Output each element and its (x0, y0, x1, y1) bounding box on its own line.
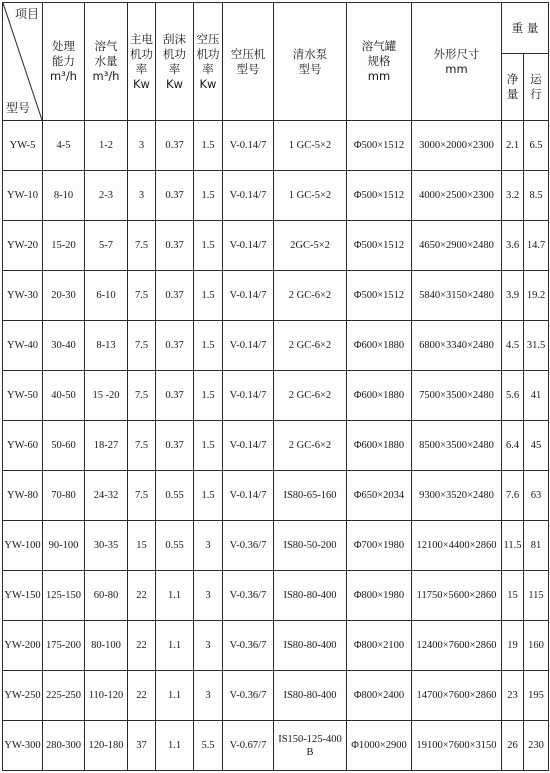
table-row (3, 621, 549, 671)
cell-operating-weight: 45 (524, 421, 549, 471)
cell-dimensions: 9300×3520×2480 (412, 471, 502, 521)
cell-air-water: 60-80 (85, 571, 128, 621)
cell-main-motor: 15 (128, 521, 156, 571)
cell-dimensions: 12400×7600×2860 (412, 621, 502, 671)
cell-capacity: 280-300 (43, 721, 85, 771)
cell-air-water: 110-120 (85, 671, 128, 721)
col-header-weight: 重 量 (502, 3, 549, 54)
table-row (3, 271, 549, 321)
cell-capacity: 50-60 (43, 421, 85, 471)
cell-operating-weight: 160 (524, 621, 549, 671)
cell-model: YW-300 (3, 721, 43, 771)
table-row (3, 221, 549, 271)
cell-air-water: 30-35 (85, 521, 128, 571)
cell-compressor-model: V-0.14/7 (223, 271, 274, 321)
cell-compressor-power: 1.5 (194, 121, 223, 171)
cell-compressor-model: V-0.14/7 (223, 471, 274, 521)
cell-compressor-power: 1.5 (194, 471, 223, 521)
cell-model: YW-30 (3, 271, 43, 321)
cell-scraper-power: 0.37 (156, 371, 194, 421)
col-header-tank-spec: 溶气罐 规格 mm (347, 3, 412, 121)
col-header-compressor-model: 空压机 型号 (223, 3, 274, 121)
col-header-dimensions: 外形尺寸 mm (412, 3, 502, 121)
cell-main-motor: 7.5 (128, 371, 156, 421)
cell-compressor-model: V-0.14/7 (223, 371, 274, 421)
cell-scraper-power: 0.37 (156, 171, 194, 221)
cell-compressor-model: V-0.36/7 (223, 621, 274, 671)
cell-main-motor: 3 (128, 171, 156, 221)
cell-tank-spec: Φ800×2400 (347, 671, 412, 721)
cell-net-weight: 4.5 (502, 321, 524, 371)
cell-compressor-power: 3 (194, 621, 223, 671)
cell-pump-model: IS150-125-400 B (274, 721, 347, 771)
cell-compressor-power: 3 (194, 571, 223, 621)
cell-compressor-power: 1.5 (194, 321, 223, 371)
cell-tank-spec: Φ700×1980 (347, 521, 412, 571)
cell-main-motor: 37 (128, 721, 156, 771)
cell-net-weight: 6.4 (502, 421, 524, 471)
cell-dimensions: 3000×2000×2300 (412, 121, 502, 171)
cell-air-water: 120-180 (85, 721, 128, 771)
cell-scraper-power: 1.1 (156, 671, 194, 721)
cell-tank-spec: Φ500×1512 (347, 171, 412, 221)
cell-pump-model: IS80-80-400 (274, 571, 347, 621)
cell-capacity: 70-80 (43, 471, 85, 521)
cell-net-weight: 2.1 (502, 121, 524, 171)
cell-compressor-power: 1.5 (194, 171, 223, 221)
table-row (3, 721, 549, 771)
cell-compressor-model: V-0.36/7 (223, 671, 274, 721)
cell-dimensions: 5840×3150×2480 (412, 271, 502, 321)
col-header-net-weight: 净 量 (502, 54, 524, 121)
cell-main-motor: 7.5 (128, 471, 156, 521)
cell-operating-weight: 6.5 (524, 121, 549, 171)
cell-compressor-model: V-0.14/7 (223, 321, 274, 371)
cell-main-motor: 22 (128, 671, 156, 721)
cell-net-weight: 3.2 (502, 171, 524, 221)
cell-main-motor: 7.5 (128, 421, 156, 471)
cell-capacity: 225-250 (43, 671, 85, 721)
cell-dimensions: 19100×7600×3150 (412, 721, 502, 771)
cell-scraper-power: 0.55 (156, 521, 194, 571)
cell-tank-spec: Φ650×2034 (347, 471, 412, 521)
cell-compressor-power: 1.5 (194, 271, 223, 321)
cell-model: YW-60 (3, 421, 43, 471)
cell-model: YW-100 (3, 521, 43, 571)
cell-net-weight: 5.6 (502, 371, 524, 421)
cell-air-water: 5-7 (85, 221, 128, 271)
table-row (3, 121, 549, 171)
cell-tank-spec: Φ600×1880 (347, 421, 412, 471)
cell-operating-weight: 41 (524, 371, 549, 421)
table-row (3, 171, 549, 221)
cell-capacity: 175-200 (43, 621, 85, 671)
cell-air-water: 18-27 (85, 421, 128, 471)
table-header (3, 3, 549, 121)
cell-main-motor: 3 (128, 121, 156, 171)
cell-scraper-power: 0.37 (156, 221, 194, 271)
cell-operating-weight: 230 (524, 721, 549, 771)
cell-capacity: 90-100 (43, 521, 85, 571)
cell-pump-model: 2 GC-6×2 (274, 421, 347, 471)
cell-capacity: 4-5 (43, 121, 85, 171)
cell-pump-model: 2 GC-6×2 (274, 371, 347, 421)
cell-operating-weight: 8.5 (524, 171, 549, 221)
cell-capacity: 20-30 (43, 271, 85, 321)
cell-compressor-power: 1.5 (194, 221, 223, 271)
cell-net-weight: 11.5 (502, 521, 524, 571)
cell-operating-weight: 19.2 (524, 271, 549, 321)
cell-scraper-power: 1.1 (156, 571, 194, 621)
cell-compressor-model: V-0.14/7 (223, 171, 274, 221)
cell-model: YW-80 (3, 471, 43, 521)
cell-main-motor: 7.5 (128, 221, 156, 271)
cell-pump-model: 1 GC-5×2 (274, 121, 347, 171)
cell-tank-spec: Φ800×2100 (347, 621, 412, 671)
cell-tank-spec: Φ600×1880 (347, 321, 412, 371)
cell-capacity: 30-40 (43, 321, 85, 371)
cell-model: YW-200 (3, 621, 43, 671)
cell-pump-model: 2GC-5×2 (274, 221, 347, 271)
table-row (3, 521, 549, 571)
cell-model: YW-10 (3, 171, 43, 221)
table-row (3, 371, 549, 421)
table-row (3, 421, 549, 471)
cell-scraper-power: 0.37 (156, 421, 194, 471)
cell-tank-spec: Φ500×1512 (347, 271, 412, 321)
cell-net-weight: 3.6 (502, 221, 524, 271)
cell-compressor-model: V-0.67/7 (223, 721, 274, 771)
cell-dimensions: 12100×4400×2860 (412, 521, 502, 571)
cell-compressor-power: 1.5 (194, 371, 223, 421)
cell-compressor-model: V-0.14/7 (223, 121, 274, 171)
cell-compressor-model: V-0.36/7 (223, 571, 274, 621)
cell-capacity: 8-10 (43, 171, 85, 221)
cell-air-water: 1-2 (85, 121, 128, 171)
cell-compressor-model: V-0.14/7 (223, 421, 274, 471)
cell-dimensions: 11750×5600×2860 (412, 571, 502, 621)
table-row (3, 671, 549, 721)
cell-tank-spec: Φ500×1512 (347, 121, 412, 171)
cell-pump-model: IS80-80-400 (274, 621, 347, 671)
cell-capacity: 125-150 (43, 571, 85, 621)
cell-dimensions: 14700×7600×2860 (412, 671, 502, 721)
cell-tank-spec: Φ500×1512 (347, 221, 412, 271)
cell-net-weight: 26 (502, 721, 524, 771)
cell-compressor-power: 5.5 (194, 721, 223, 771)
cell-model: YW-5 (3, 121, 43, 171)
cell-operating-weight: 31.5 (524, 321, 549, 371)
cell-operating-weight: 63 (524, 471, 549, 521)
cell-pump-model: IS80-80-400 (274, 671, 347, 721)
cell-tank-spec: Φ800×1980 (347, 571, 412, 621)
cell-model: YW-250 (3, 671, 43, 721)
cell-pump-model: 1 GC-5×2 (274, 171, 347, 221)
cell-model: YW-150 (3, 571, 43, 621)
cell-air-water: 24-32 (85, 471, 128, 521)
col-header-air-water: 溶气 水量 m³/h (85, 3, 128, 121)
cell-main-motor: 7.5 (128, 321, 156, 371)
cell-dimensions: 8500×3500×2480 (412, 421, 502, 471)
cell-main-motor: 22 (128, 571, 156, 621)
cell-scraper-power: 0.37 (156, 271, 194, 321)
col-header-capacity: 处理 能力 m³/h (43, 3, 85, 121)
cell-scraper-power: 0.37 (156, 121, 194, 171)
corner-label-item: 项目 (14, 7, 39, 21)
cell-dimensions: 6800×3340×2480 (412, 321, 502, 371)
cell-compressor-power: 1.5 (194, 421, 223, 471)
cell-air-water: 80-100 (85, 621, 128, 671)
cell-operating-weight: 115 (524, 571, 549, 621)
cell-dimensions: 7500×3500×2480 (412, 371, 502, 421)
table-row (3, 471, 549, 521)
cell-model: YW-40 (3, 321, 43, 371)
cell-operating-weight: 81 (524, 521, 549, 571)
cell-compressor-power: 3 (194, 671, 223, 721)
cell-net-weight: 15 (502, 571, 524, 621)
cell-net-weight: 3.9 (502, 271, 524, 321)
corner-label-model: 型号 (6, 101, 31, 115)
cell-main-motor: 22 (128, 621, 156, 671)
cell-pump-model: 2 GC-6×2 (274, 321, 347, 371)
col-header-compressor-power: 空压 机功 率 Kw (194, 3, 223, 121)
cell-operating-weight: 195 (524, 671, 549, 721)
cell-compressor-power: 3 (194, 521, 223, 571)
cell-compressor-model: V-0.36/7 (223, 521, 274, 571)
cell-net-weight: 19 (502, 621, 524, 671)
cell-capacity: 40-50 (43, 371, 85, 421)
cell-air-water: 15 -20 (85, 371, 128, 421)
cell-net-weight: 7.6 (502, 471, 524, 521)
header-corner-cell (3, 3, 43, 121)
cell-compressor-model: V-0.14/7 (223, 221, 274, 271)
col-header-pump-model: 清水泵 型号 (274, 3, 347, 121)
cell-operating-weight: 14.7 (524, 221, 549, 271)
cell-tank-spec: Φ600×1880 (347, 371, 412, 421)
cell-scraper-power: 0.55 (156, 471, 194, 521)
cell-model: YW-20 (3, 221, 43, 271)
specification-table (2, 2, 549, 771)
cell-model: YW-50 (3, 371, 43, 421)
cell-net-weight: 23 (502, 671, 524, 721)
cell-main-motor: 7.5 (128, 271, 156, 321)
cell-dimensions: 4650×2900×2480 (412, 221, 502, 271)
cell-pump-model: IS80-50-200 (274, 521, 347, 571)
table-row (3, 321, 549, 371)
cell-pump-model: IS80-65-160 (274, 471, 347, 521)
cell-tank-spec: Φ1000×2900 (347, 721, 412, 771)
cell-scraper-power: 1.1 (156, 621, 194, 671)
col-header-operating-weight: 运 行 (524, 54, 549, 121)
cell-air-water: 8-13 (85, 321, 128, 371)
cell-air-water: 2-3 (85, 171, 128, 221)
table-body (3, 121, 549, 771)
cell-scraper-power: 0.37 (156, 321, 194, 371)
cell-scraper-power: 1.1 (156, 721, 194, 771)
cell-dimensions: 4000×2500×2300 (412, 171, 502, 221)
table-row (3, 571, 549, 621)
col-header-scraper-power: 刮沫 机功 率 Kw (156, 3, 194, 121)
cell-capacity: 15-20 (43, 221, 85, 271)
cell-air-water: 6-10 (85, 271, 128, 321)
col-header-main-motor: 主电 机功 率 Kw (128, 3, 156, 121)
cell-pump-model: 2 GC-6×2 (274, 271, 347, 321)
